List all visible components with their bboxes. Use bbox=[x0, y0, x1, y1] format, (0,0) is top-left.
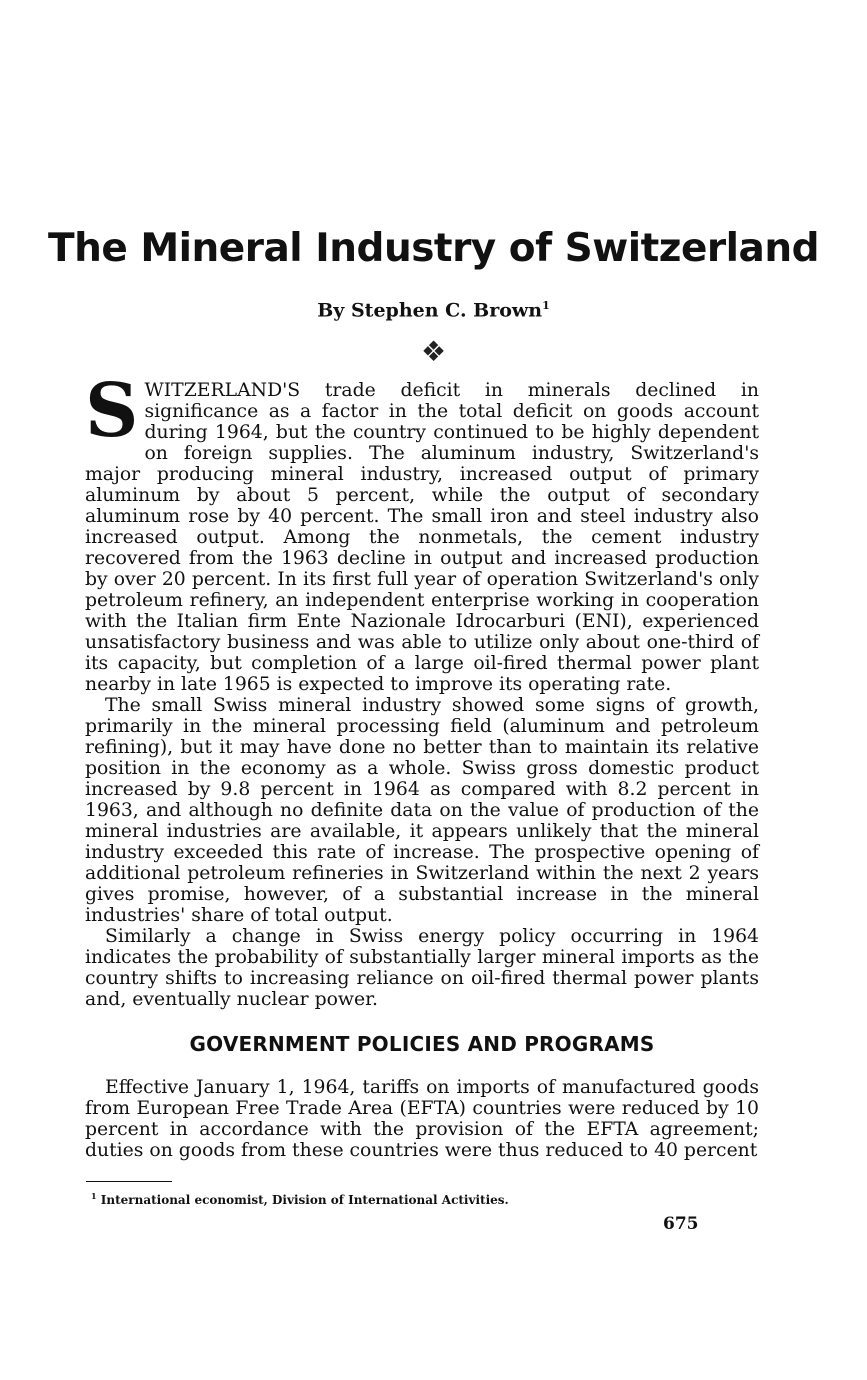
drop-cap: S bbox=[85, 368, 139, 454]
footnote-marker: 1 bbox=[91, 1191, 97, 1201]
ornament-icon: ❖ bbox=[420, 335, 447, 368]
article-body bbox=[85, 368, 759, 1161]
paragraph-intro bbox=[85, 368, 759, 695]
paragraph: Similarly a change in Swiss energy policy occurring in 1964 indicates the probability of substantially larger mineral imports as the country shifts to increasing reliance on oil-fired thermal power plants and, eventually nuclear power. bbox=[85, 926, 759, 1010]
page-title: The Mineral Industry of Switzerland bbox=[47, 226, 820, 271]
footnote-reference: 1 bbox=[542, 299, 550, 312]
footnote bbox=[91, 1191, 509, 1207]
byline bbox=[0, 299, 867, 321]
paragraph-intro-text: WITZERLAND'S trade deficit in minerals declined in significance as a factor in the total deficit on goods account during 1964, but the country continued to be highly dependent on foreign supplies. The aluminum industry, Switzerland's major producing mineral industry, increased output of primary aluminum by about 5 percent, while the output of secondary aluminum rose by 40 percent. The small iron and steel industry also increased output. Among the nonmetals, the cement industry recovered from the 1963 decline in output and increased production by over 20 percent. In its first full year of operation Switzerland's only petroleum refinery, an independent enterprise working in cooperation with the Italian firm Ente Nazionale Idrocarburi (ENI), experienced unsatisfactory business and was able to utilize only about one-third of its capacity, but completion of a large oil-fired thermal power plant nearby in late 1965 is expected to improve its operating rate. bbox=[85, 380, 759, 695]
section-heading: GOVERNMENT POLICIES AND PROGRAMS bbox=[189, 1032, 655, 1056]
footnote-text: International economist, Division of International Activities. bbox=[100, 1193, 509, 1207]
paragraph: Effective January 1, 1964, tariffs on imports of manufactured goods from European Free Trade Area (EFTA) countries were reduced by 10 percent in accordance with the provision of the EFTA agreement; duties on goods from these countries were thus reduced to 40 percent bbox=[85, 1077, 759, 1161]
author-name: By Stephen C. Brown bbox=[317, 299, 543, 322]
paragraph: The small Swiss mineral industry showed some signs of growth, primarily in the mineral processing field (aluminum and petroleum refining), but it may have done no better than to maintain its relative position in the economy as a whole. Swiss gross domestic product increased by 9.8 percent in 1964 as compared with 8.2 percent in 1963, and although no definite data on the value of production of the mineral industries are available, it appears unlikely that the mineral industry exceeded this rate of increase. The prospective opening of additional petroleum refineries in Switzerland within the next 2 years gives promise, however, of a substantial increase in the mineral industries' share of total output. bbox=[85, 695, 759, 926]
page-number: 675 bbox=[663, 1214, 699, 1234]
footnote-divider bbox=[86, 1181, 172, 1182]
